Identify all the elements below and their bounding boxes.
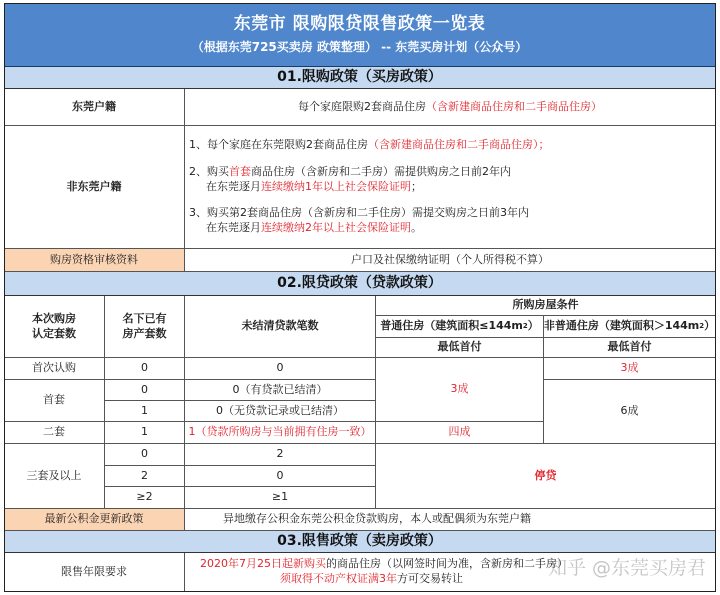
col-header-owned-properties: 名下已有 房产套数 (105, 296, 185, 358)
loan-stopped: 停贷 (376, 444, 716, 509)
ordinary-first-down-payment: 3成 (376, 358, 544, 422)
nonordinary-other-down-payment: 6成 (544, 380, 716, 444)
row-second-set-owned: 1 (105, 422, 185, 444)
dongguan-hukou-label: 东莞户籍 (4, 89, 185, 126)
row-first-buy-loans: 0 (185, 358, 376, 380)
section-sale-restriction-header: 03.限售政策（卖房政策） (4, 531, 716, 553)
row-first-buy-label: 首次认购 (4, 358, 105, 380)
row-third-plus-owned-3: ≥2 (105, 487, 185, 509)
row-second-set-loans: 1（贷款所购房与当前拥有住房一致） (185, 422, 376, 444)
row-second-set-label: 二套 (4, 422, 105, 444)
row-third-plus-loans-1: 2 (185, 444, 376, 466)
table-title-header (4, 3, 716, 67)
row-third-plus-owned-2: 2 (105, 466, 185, 487)
sale-restriction-rule (185, 553, 716, 592)
dongguan-hukou-rule-note: （含新建商品住房和二手商品住房） (426, 99, 602, 113)
row-third-plus-label: 三套及以上 (4, 444, 105, 509)
sale-rule-line-1: 2020年7月25日起新购买的商品住房（以网签时间为准，含新房和二手房） (200, 557, 568, 571)
rule-item-3: 3、购买第2套商品住房（含新房和二手住房）需提交购房之日前3年内 (189, 206, 529, 220)
row-first-set-loans-2: 0（无贷款记录或已结清） (185, 401, 376, 422)
row-first-set-label: 首套 (4, 380, 105, 422)
col-header-min-down-ordinary: 最低首付 (376, 338, 544, 358)
row-first-set-owned-2: 1 (105, 401, 185, 422)
row-third-plus-loans-2: 0 (185, 466, 376, 487)
col-header-property-conditions: 所购房屋条件 (376, 296, 716, 316)
col-header-current-purchase: 本次购房 认定套数 (4, 296, 105, 358)
watermark: 知乎 @东莞买房君 (547, 557, 706, 579)
row-third-plus-loans-3: ≥1 (185, 487, 376, 509)
provident-fund-label: 最新公积金更新政策 (4, 509, 185, 531)
dongguan-hukou-rule-text: 每个家庭限购2套商品住房 (298, 99, 426, 113)
provident-fund-policy: 异地缴存公积金东莞公积金贷款购房，本人或配偶须为东莞户籍 (185, 509, 716, 531)
rule-item-1: 1、每个家庭在东莞限购2套商品住房（含新建商品住房和二手商品住房）； (189, 137, 550, 151)
page-subtitle: （根据东莞725买卖房 政策整理） -- 东莞买房计划（公众号） (191, 40, 528, 55)
nonordinary-first-down-payment: 3成 (544, 358, 716, 380)
rule-item-2: 2、购买首套商品住房（含新房和二手房）需提供购房之日前2年内 (189, 164, 511, 178)
row-first-set-loans-1: 0（有贷款已结清） (185, 380, 376, 401)
row-first-set-owned-1: 0 (105, 380, 185, 401)
non-dongguan-hukou-rules (185, 126, 716, 249)
rule-item-3-cont: 在东莞逐月连续缴纳2年以上社会保险证明。 (206, 221, 422, 235)
section-purchase-restriction-header: 01.限购政策（买房政策） (4, 67, 716, 89)
col-header-ordinary-housing: 普通住房（建筑面积≤144m 2 ） (376, 316, 544, 338)
qualification-docs-value: 户口及社保缴纳证明（个人所得税不算） (185, 249, 716, 272)
non-dongguan-hukou-label: 非东莞户籍 (4, 126, 185, 249)
qualification-docs-label: 购房资格审核资料 (4, 249, 185, 272)
sale-restriction-label: 限售年限要求 (4, 553, 185, 592)
dongguan-hukou-rule (185, 89, 716, 126)
page-title: 东莞市 限购限贷限售政策一览表 (233, 14, 486, 35)
row-third-plus-owned-1: 0 (105, 444, 185, 466)
row-first-buy-owned: 0 (105, 358, 185, 380)
section-loan-restriction-header: 02.限贷政策（贷款政策） (4, 272, 716, 296)
rule-item-2-cont: 在东莞逐月连续缴纳1年以上社会保险证明； (206, 179, 422, 193)
col-header-outstanding-loans: 未结清贷款笔数 (185, 296, 376, 358)
ordinary-second-down-payment: 四成 (376, 422, 544, 444)
col-header-nonordinary-housing: 非普通住房（建筑面积＞144m 2 ） (544, 316, 716, 338)
col-header-min-down-nonordinary: 最低首付 (544, 338, 716, 358)
sale-rule-line-2: 须取得不动产权证满3年方可交易转让 (280, 572, 463, 585)
